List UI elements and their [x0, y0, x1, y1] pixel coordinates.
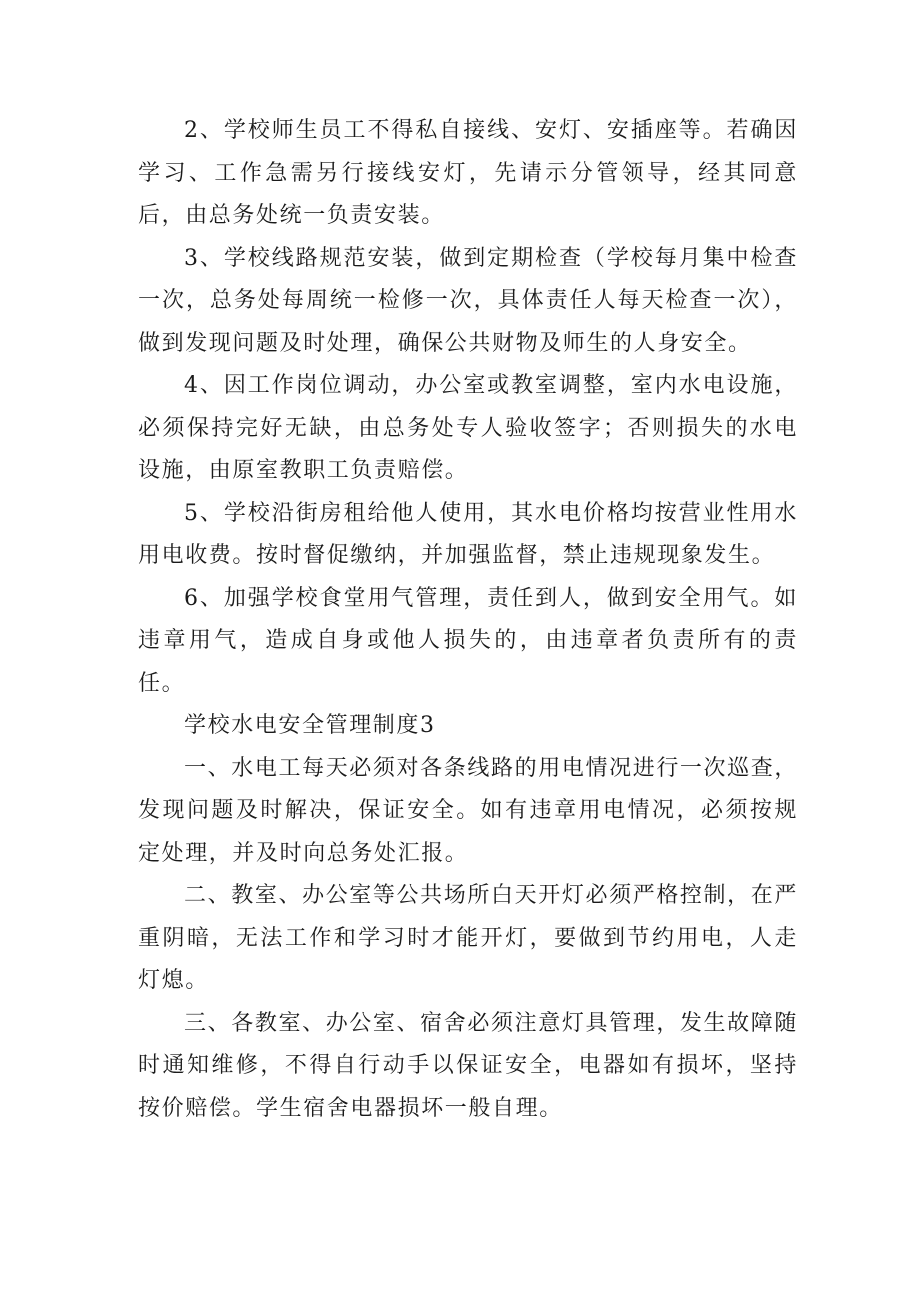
- paragraph-item-4: 4、因工作岗位调动，办公室或教室调整，室内水电设施，必须保持完好无缺，由总务处专人验收签字；否则损失的水电设施，由原室教职工负责赔偿。: [138, 373, 798, 483]
- rule-item-2: 二、教室、办公室等公共场所白天开灯必须严格控制，在严重阴暗，无法工作和学习时才能开灯，要做到节约用电，人走灯熄。: [138, 883, 798, 993]
- document-body: [138, 110, 798, 1130]
- section-title: 学校水电安全管理制度3: [184, 713, 436, 738]
- rule-item-1: 一、水电工每天必须对各条线路的用电情况进行一次巡查，发现问题及时解决，保证安全。如有违章用电情况，必须按规定处理，并及时向总务处汇报。: [138, 755, 798, 866]
- paragraph-item-3: 3、学校线路规范安装，做到定期检查（学校每月集中检查一次，总务处每周统一检修一次，具体责任人每天检查一次），做到发现问题及时处理，确保公共财物及师生的人身安全。: [138, 245, 798, 356]
- paragraph-item-6: 6、加强学校食堂用气管理，责任到人，做到安全用气。如违章用气，造成自身或他人损失的，由违章者负责所有的责任。: [138, 585, 798, 696]
- rule-item-3: 三、各教室、办公室、宿舍必须注意灯具管理，发生故障随时通知维修，不得自行动手以保证安全，电器如有损坏，坚持按价赔偿。学生宿舍电器损坏一般自理。: [138, 1010, 798, 1121]
- paragraph-item-2: 2、学校师生员工不得私自接线、安灯、安插座等。若确因学习、工作急需另行接线安灯，先请示分管领导，经其同意后，由总务处统一负责安装。: [138, 118, 798, 228]
- paragraph-item-5: 5、学校沿街房租给他人使用，其水电价格均按营业性用水用电收费。按时督促缴纳，并加强监督，禁止违规现象发生。: [138, 500, 798, 568]
